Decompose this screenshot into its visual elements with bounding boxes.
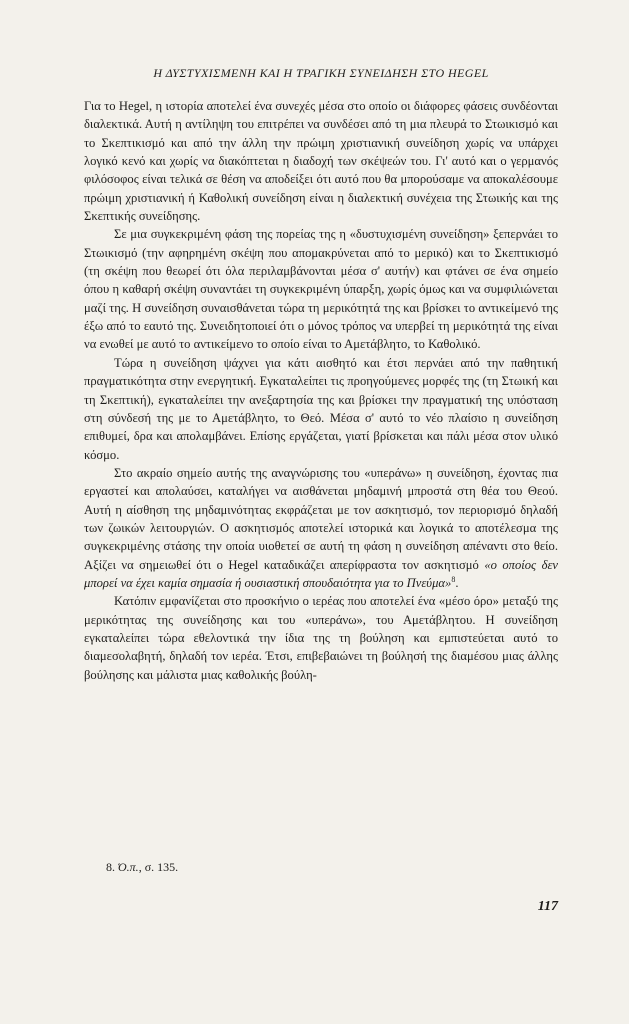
footnote-number: 8. bbox=[106, 860, 115, 874]
footnote-marker: 8 bbox=[451, 574, 456, 584]
paragraph-4 bbox=[84, 464, 558, 592]
hegel-quotation: «ο οποίος δεν μπορεί να έχει καμία σημασία ή ουσιαστική σπουδαιότητα για το Πνεύμα» bbox=[84, 557, 558, 590]
body-text bbox=[84, 97, 558, 684]
paragraph-3: Τώρα η συνείδηση ψάχνει για κάτι αισθητό και έτσι περνάει από την παθητική πραγματικότητα στην ενεργητική. Εγκαταλείπει τις προηγούμενες μορφές της (τη Στωική και τη Σκεπτική), εγκαταλείπει την ανεξαρτησία της και βρίσκει την πραγματική της υπόσταση στη σύνδεσή της με το Αμετάβλητο, το Θεό. Μέσα σ' αυτό το νέο πλαίσιο η συνείδηση επιθυμεί, δρα και απολαμβάνει. Επίσης εργάζεται, γιατί βρίσκεται και πάλι μέσα στον υλικό κόσμο. bbox=[84, 355, 558, 462]
paragraph-4-text: Στο ακραίο σημείο αυτής της αναγνώρισης του «υπεράνω» η συνείδηση, έχοντας πια εργαστεί και απολαύσει, καταλήγει να αισθάνεται μηδαμινή μπροστά στη θέα του Θεού. Αυτή η αίσθηση της μηδαμινότητας εκφράζεται με τον ασκητισμό, τον περιορισμό δηλαδή των ζωικών λειτουργιών. Ο ασκητισμός αποτελεί ιστορικά και λογικά το αποτέλεσμα της συγκεκριμένης στάσης την οποία υιοθετεί σε αυτή τη φάση η συνείδηση απέναντι στο θείο. Αξίζει να σημειωθεί ότι ο Hegel καταδικάζει απερίφραστα τον ασκητισμό bbox=[84, 465, 558, 572]
footnote-reference: Ό.π. bbox=[118, 860, 139, 874]
page-number: 117 bbox=[537, 899, 558, 914]
footnote bbox=[106, 860, 178, 875]
footnote-page: , σ. 135. bbox=[138, 860, 179, 874]
running-head: Η ΔΥΣΤΥΧΙΣΜΕΝΗ ΚΑΙ Η ΤΡΑΓΙΚΗ ΣΥΝΕΙΔΗΣΗ ΣΤΟ HEGEL bbox=[153, 66, 489, 80]
paragraph-2: Σε μια συγκεκριμένη φάση της πορείας της η «δυστυχισμένη συνείδηση» ξεπερνάει το Στωικισμό (την αφηρημένη σκέψη που απομακρύνεται από το μερικό) και το Σκεπτικισμό (τη σκέψη που θεωρεί ότι όλα περιλαμβάνονται μέσα σ' αυτήν) και φτάνει σε ένα σημείο όπου η καθαρή σκέψη συναντάει τη συγκεκριμένη ύπαρξη, χωρίς όμως και να συμφιλιώνεται μαζί της. Η συνείδηση συναισθάνεται τώρα τη μερικότητά της και βρίσκει το αντικείμενό της έξω από το εαυτό της. Συνειδητοποιεί ότι ο μόνος τρόπος να υπερβεί τη μερικότητά της είναι να ενωθεί με αυτό το αντικείμενο το οποίο είναι το Αμετάβλητο, το Καθολικό. bbox=[84, 227, 558, 352]
paragraph-4-end: . bbox=[455, 575, 459, 590]
paragraph-1: Για το Hegel, η ιστορία αποτελεί ένα συνεχές μέσα στο οποίο οι διάφορες φάσεις συνδέονται διαλεκτικά. Αυτή η αντίληψη του επιτρέπει να συνδέσει από τη μια πλευρά το Στωικισμό και το Σκεπτικισμό και από την άλλη την πρώιμη χριστιανική συνείδηση χωρίς να υπάρχει λογικό κενό και χωρίς να διακόπτεται η διαδοχή των σκέψεών του. Γι' αυτό και ο γερμανός φιλόσοφος είναι τελικά σε θέση να αποδείξει ότι αυτό που θα μπορούσαμε να αποκαλέσουμε πρώιμη χριστιανική ή Καθολική συνείδηση είναι η διαλεκτική συνέχεια της Στωικής και της Σκεπτικής συνείδησης. bbox=[84, 99, 558, 224]
paragraph-5: Κατόπιν εμφανίζεται στο προσκήνιο ο ιερέας που αποτελεί ένα «μέσο όρο» μεταξύ της μερικότητας της συνείδησης και του «υπεράνω», του Αμετάβλητου. Η συνείδηση εγκαταλείπει τώρα εθελοντικά την ίδια της τη βούληση και εμπιστεύεται αυτό το διαμεσολαβητή, δηλαδή τον ιερέα. Έτσι, επιβεβαιώνει τη βούλησή της διαμέσου μιας άλλης βούλησης και μάλιστα μιας καθολικής βούλη- bbox=[84, 594, 558, 682]
